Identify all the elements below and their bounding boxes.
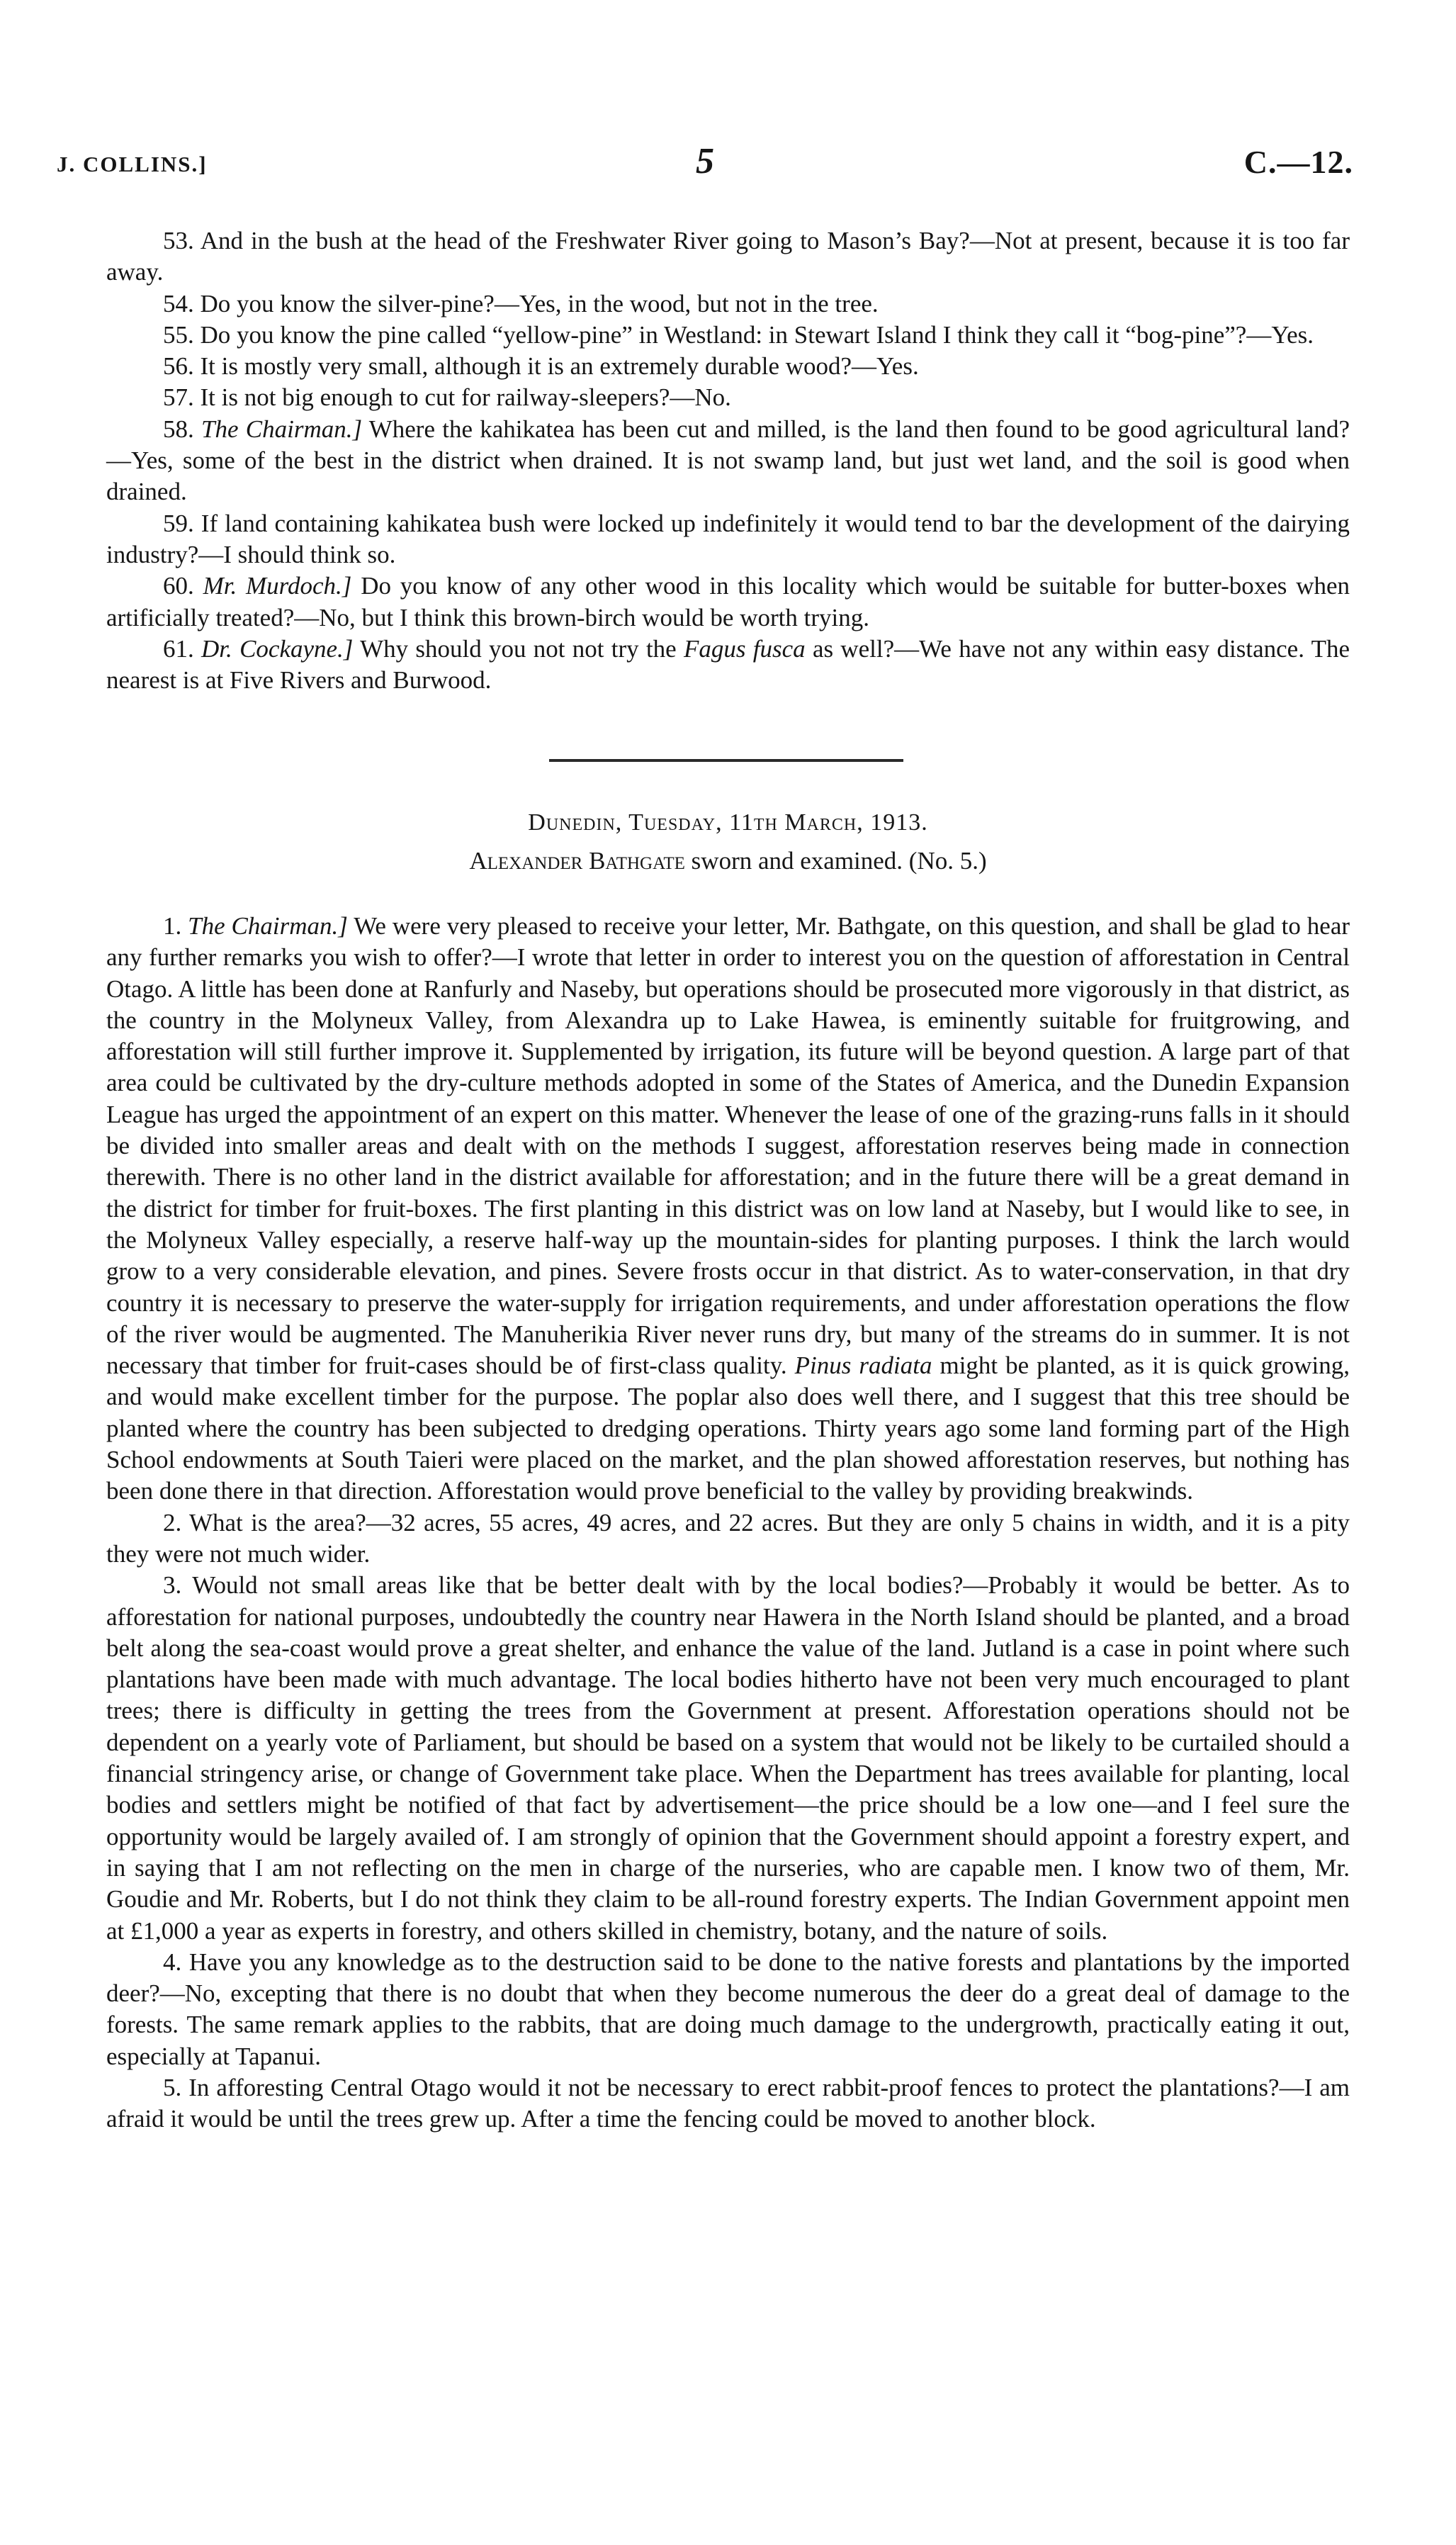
question-60: 60. Mr. Murdoch.] Do you know of any other wood in this locality which would be suitable for butter-boxes when artificially treated?—No, but I think this brown-birch would be worth trying. [106, 572, 1350, 631]
question-61: 61. Dr. Cockayne.] Why should you not not try the Fagus fusca as well?—We have not any within easy distance. The nearest is at Five Rivers and Burwood. [106, 634, 1350, 695]
question-56: 56. It is mostly very small, although it is an extremely durable wood?—Yes. [163, 352, 919, 381]
question-55: 55. Do you know the pine called “yellow-pine” in Westland: in Stewart Island I think they call it “bog-pine”?—Yes. [163, 320, 1314, 349]
question-3: 3. Would not small areas like that be better dealt with by the local bodies?—Probably it would be better. As to afforestation for national purposes, undoubtedly the country near Hawera in the North Island should be planted, and a broad belt along the sea-coast would prove a great shelter, and enhance the value of the land. Jutland is a case in point where such plantations have been made with much advantage. The local bodies hitherto have not been very much encouraged to plant trees; there is difficulty in getting the trees from the Government at present. Afforestation operations should not be dependent on a yearly vote of Parliament, but should be based on a system that would not be likely to be curtailed should a financial stringency arise, or change of Government take place. When the Department has trees available for planting, local bodies and settlers might be notified of that fact by advertisement—the price should be a low one—and I feel sure the opportunity would be largely availed of. I am strongly of opinion that the Government should appoint a forestry expert, and in saying that I am not reflecting on the men in charge of the nurseries, who are capable men. I know two of them, Mr. Goudie and Mr. Roberts, but I do not think they claim to be all-round forestry experts. The Indian Government appoint men at £1,000 a year as experts in forestry, and others skilled in chemistry, botany, and the nature of soils. [106, 1571, 1350, 1945]
question-53: 53. And in the bush at the head of the Freshwater River going to Mason’s Bay?—Not at present, because it is too far away. [106, 227, 1350, 286]
section-divider [549, 759, 903, 762]
witness-name: Alexander Bathgate [469, 847, 685, 875]
document-reference: C.—12. [1243, 144, 1353, 180]
witness-heading: Alexander Bathgate sworn and examined. (No. 5.) [469, 847, 987, 875]
question-1: 1. The Chairman.] We were very pleased to receive your letter, Mr. Bathgate, on this question, and shall be glad to hear any further remarks you wish to offer?—I wrote that letter in order to interest you on the question of afforestation in Central Otago. A little has been done at Ranfurly and Naseby, but operations should be prosecuted more vigorously in that district, as the country in the Molyneux Valley, from Alexandra up to Lake Hawea, is eminently suitable for fruitgrowing, and afforestation will still further improve it. Supplemented by irrigation, its future will be beyond question. A large part of that area could be cultivated by the dry-culture methods adopted in some of the States of America, and the Dunedin Expansion League has urged the appointment of an expert on this matter. Whenever the lease of one of the grazing-runs falls in it should be divided into smaller areas and dealt with on the methods I suggest, afforestation reserves being made in connection therewith. There is no other land in the district available for afforestation; and in the future there will be a great demand in the district for timber for fruit-boxes. The first planting in this district was on low land at Naseby, but I would like to see, in the Molyneux Valley especially, a reserve half-way up the mountain-sides for planting purposes. I think the larch would grow to a very considerable elevation, and pines. Severe frosts occur in that district. As to water-conservation, in that dry country it is necessary to preserve the water-supply for irrigation requirements, and under afforestation operations the flow of the river would be augmented. The Manuherikia River never runs dry, but many of the streams do in summer. It is not necessary that timber for fruit-cases should be of first-class quality. Pinus radiata might be planted, as it is quick growing, and would make excellent timber for the purpose. The poplar also does well there, and I suggest that this tree should be planted where the country has been subjected to dredging operations. Thirty years ago some land forming part of the High School endowments at South Taieri were placed on the market, and the plan showed afforestation reserves, but nothing has been done there in that direction. Afforestation would prove beneficial to the valley by providing breakwinds. [106, 912, 1350, 1505]
speaker: Dr. Cockayne.] [201, 634, 354, 663]
witness-running-head: J. COLLINS.] [57, 152, 208, 176]
collins-evidence-continued [106, 225, 1350, 696]
species-name: Fagus fusca [684, 634, 806, 663]
question-2: 2. What is the area?—32 acres, 55 acres, 49 acres, and 22 acres. But they are only 5 chains in width, and it is a pity they were not much wider. [106, 1508, 1350, 1568]
question-57: 57. It is not big enough to cut for railway-sleepers?—No. [163, 383, 731, 412]
question-5: 5. In afforesting Central Otago would it not be necessary to erect rabbit-proof fences to protect the plantations?—I am afraid it would be until the trees grew up. After a time the fencing could be moved to another block. [106, 2073, 1350, 2133]
speaker: Mr. Murdoch.] [203, 572, 352, 600]
session-heading: Dunedin, Tuesday, 11th March, 1913. [528, 809, 928, 836]
speaker: The Chairman.] [188, 912, 348, 940]
page-header [57, 140, 1353, 190]
question-59: 59. If land containing kahikatea bush were locked up indefinitely it would tend to bar the development of the dairying industry?—I should think so. [106, 509, 1350, 568]
speaker: The Chairman.] [201, 415, 363, 443]
bathgate-evidence [106, 911, 1350, 2135]
question-54: 54. Do you know the silver-pine?—Yes, in the wood, but not in the tree. [163, 289, 879, 318]
page-number: 5 [696, 141, 714, 181]
question-58: 58. The Chairman.] Where the kahikatea has been cut and milled, is the land then found to be good agricultural land?—Yes, some of the best in the district when drained. It is not swamp land, but just wet land, and the soil is good when drained. [106, 415, 1350, 506]
question-4: 4. Have you any knowledge as to the destruction said to be done to the native forests and plantations by the imported deer?—No, excepting that there is no doubt that when they become numerous the deer do a great deal of damage to the forests. The same remark applies to the rabbits, that are doing much damage to the undergrowth, practically eating it out, especially at Tapanui. [106, 1948, 1350, 2070]
species-name: Pinus radiata [794, 1352, 932, 1380]
